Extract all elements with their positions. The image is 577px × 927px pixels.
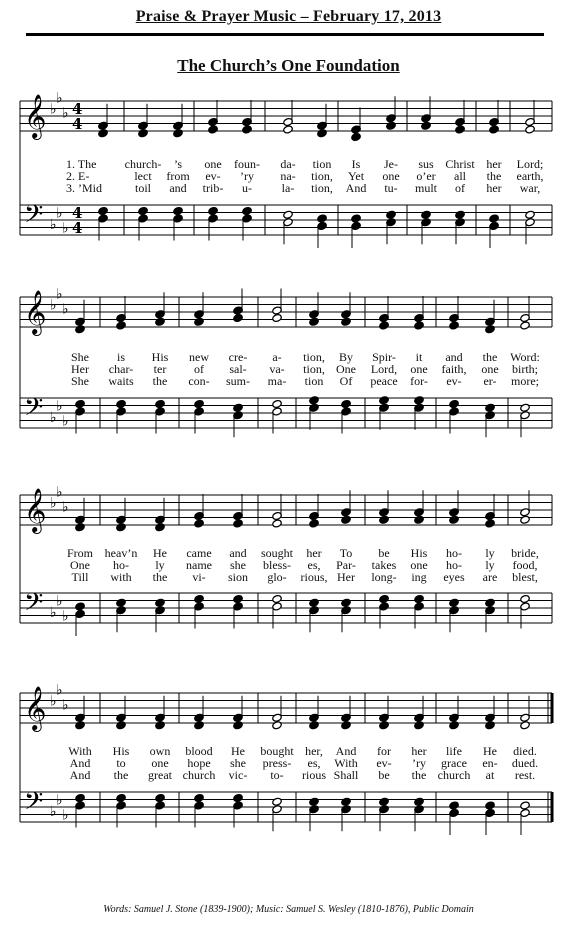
flat-icon: ♭ <box>62 807 69 824</box>
treble-note <box>75 721 85 730</box>
flat-icon: ♭ <box>50 297 57 314</box>
lyric-syllable: Par- <box>336 558 356 572</box>
lyric-syllable: ter <box>153 362 167 376</box>
treble-note <box>309 721 319 730</box>
bass-note <box>233 793 243 802</box>
lyric-syllable: One <box>70 558 90 572</box>
lyric-syllable: ho- <box>446 558 462 572</box>
flat-icon: ♭ <box>56 792 63 809</box>
lyric-syllable: are <box>482 570 498 584</box>
lyric-syllable: birth; <box>512 362 538 376</box>
lyric-syllable: o’er <box>416 169 436 183</box>
hymn-title: The Church’s One Foundation <box>177 56 400 75</box>
lyric-syllable: Je- <box>384 157 398 171</box>
lyric-syllable: sum- <box>226 374 250 388</box>
lyric-syllable: es, <box>307 558 321 572</box>
flat-icon: ♭ <box>56 90 63 107</box>
lyric-syllable: of <box>194 362 204 376</box>
lyric-syllable: va- <box>269 362 285 376</box>
lyric-syllable: dued. <box>511 756 539 770</box>
lyric-syllable: er- <box>483 374 497 388</box>
flat-icon: ♭ <box>50 216 57 233</box>
lyric-syllable: church <box>182 768 216 782</box>
lyric-syllable: war, <box>519 181 541 195</box>
lyric-syllable: of <box>455 181 465 195</box>
bass-note <box>194 793 204 802</box>
lyric-syllable: By <box>338 350 354 364</box>
flat-icon: ♭ <box>62 499 69 516</box>
lyric-syllable: ’ry <box>240 169 254 183</box>
lyric-syllable: at <box>485 768 495 782</box>
bass-note <box>272 797 282 806</box>
lyric-syllable: And <box>345 181 367 195</box>
lyric-syllable: es, <box>307 756 321 770</box>
lyric-syllable: tion, <box>311 181 333 195</box>
treble-clef-icon: 𝄞 <box>24 686 47 730</box>
flat-icon: ♭ <box>62 105 69 122</box>
lyric-syllable: takes <box>371 558 397 572</box>
flat-icon: ♭ <box>62 608 69 625</box>
lyric-syllable: one <box>481 362 499 376</box>
lyric-syllable: Word: <box>510 350 540 364</box>
lyric-syllable: great <box>148 768 172 782</box>
treble-note <box>233 721 243 730</box>
lyric-syllable: earth, <box>516 169 544 183</box>
lyric-syllable: one <box>382 169 400 183</box>
lyric-syllable: Her <box>71 362 89 376</box>
lyric-syllable: peace <box>370 374 398 388</box>
time-signature-digit: 4 <box>72 219 83 237</box>
flat-icon: ♭ <box>62 413 69 430</box>
flat-icon: ♭ <box>50 693 57 710</box>
lyric-syllable: her <box>486 157 502 171</box>
treble-note <box>272 721 282 730</box>
lyric-syllable: bless- <box>263 558 291 572</box>
lyric-syllable: da- <box>280 157 296 171</box>
lyric-syllable: the <box>486 169 502 183</box>
lyric-syllable: sus <box>418 157 434 171</box>
lyric-syllable: one <box>410 362 428 376</box>
lyric-syllable: ’s <box>173 157 183 171</box>
lyric-syllable: With <box>68 744 92 758</box>
bass-note <box>379 797 389 806</box>
lyric-syllable: to <box>116 756 126 770</box>
lyric-syllable: ho- <box>446 546 462 560</box>
lyric-syllable: tion, <box>311 169 333 183</box>
lyric-syllable: Christ <box>445 157 475 171</box>
lyric-syllable: And <box>69 756 91 770</box>
lyric-syllable: foun- <box>234 157 260 171</box>
lyric-syllable: Of <box>339 374 353 388</box>
time-signature-digit: 4 <box>72 204 83 222</box>
lyric-syllable: the <box>411 768 427 782</box>
bass-note <box>116 793 126 802</box>
lyric-syllable: tion <box>312 157 332 171</box>
lyric-syllable: life <box>446 744 462 758</box>
lyric-syllable: rious, <box>300 570 328 584</box>
lyric-syllable: cre- <box>228 350 248 364</box>
lyric-syllable: the <box>482 350 498 364</box>
bass-note <box>449 801 459 810</box>
bass-note <box>155 793 165 802</box>
lyric-syllable: one <box>151 756 169 770</box>
lyric-syllable: all <box>454 169 466 183</box>
treble-note <box>341 721 351 730</box>
lyric-syllable: for <box>377 744 391 758</box>
flat-icon: ♭ <box>56 205 63 222</box>
lyric-syllable: She <box>71 350 89 364</box>
flat-icon: ♭ <box>50 495 57 512</box>
lyric-syllable: He <box>231 744 245 758</box>
lyric-syllable: press- <box>262 756 292 770</box>
lyric-syllable: Lord; <box>516 157 544 171</box>
lyric-syllable: her, <box>305 744 323 758</box>
lyric-syllable: her <box>411 744 427 758</box>
lyric-syllable: mult <box>414 181 438 195</box>
lyric-syllable: food, <box>512 558 538 572</box>
time-signature-digit: 4 <box>72 115 83 133</box>
lyric-syllable: sought <box>260 546 294 560</box>
flat-icon: ♭ <box>50 101 57 118</box>
lyric-syllable: And <box>69 768 91 782</box>
lyric-syllable: tion, <box>303 350 325 364</box>
lyric-syllable: and <box>229 546 247 560</box>
flat-icon: ♭ <box>56 398 63 415</box>
lyric-syllable: Till <box>71 570 89 584</box>
lyric-syllable: name <box>186 558 212 572</box>
treble-clef-icon: 𝄞 <box>24 488 47 532</box>
lyric-syllable: eyes <box>443 570 465 584</box>
lyric-syllable: tu- <box>384 181 398 195</box>
time-signature-digit: 4 <box>72 100 83 118</box>
lyric-syllable: from <box>166 169 190 183</box>
lyric-line <box>0 769 577 782</box>
lyric-syllable: long- <box>371 570 397 584</box>
flat-icon: ♭ <box>56 682 63 699</box>
bass-note <box>414 797 424 806</box>
lyric-syllable: she <box>230 756 246 770</box>
treble-clef-icon: 𝄞 <box>24 94 47 138</box>
lyric-syllable: with <box>110 570 132 584</box>
lyric-syllable: en- <box>482 756 498 770</box>
bass-note <box>485 801 495 810</box>
lyric-syllable: own <box>149 744 171 758</box>
lyric-syllable: Her <box>337 570 355 584</box>
lyric-syllable: trib- <box>202 181 224 195</box>
lyric-syllable: more; <box>511 374 539 388</box>
lyric-syllable: hope <box>187 756 211 770</box>
bass-note <box>309 797 319 806</box>
lyric-syllable: u- <box>242 181 252 195</box>
lyric-syllable: ing <box>411 570 427 584</box>
lyric-syllable: for- <box>410 374 428 388</box>
lyric-syllable: From <box>66 546 94 560</box>
lyric-syllable: His <box>112 744 130 758</box>
lyric-syllable: one <box>204 157 222 171</box>
lyric-syllable: church <box>437 768 471 782</box>
lyric-syllable: faith, <box>441 362 467 376</box>
lyric-syllable: blood <box>185 744 213 758</box>
lyric-syllable: to- <box>270 768 284 782</box>
treble-note <box>520 721 530 730</box>
flat-icon: ♭ <box>62 697 69 714</box>
treble-note <box>414 721 424 730</box>
lyric-syllable: vic- <box>228 768 248 782</box>
lyric-syllable: And <box>335 744 357 758</box>
treble-note <box>116 721 126 730</box>
lyric-syllable: vi- <box>192 570 206 584</box>
lyric-syllable: ’ry <box>412 756 426 770</box>
lyric-syllable: ly <box>485 546 495 560</box>
credit-line: Words: Samuel J. Stone (1839-1900); Music: Samuel S. Wesley (1810-1876), Public Domain <box>103 904 474 915</box>
lyric-syllable: Yet <box>347 169 365 183</box>
lyric-syllable: toil <box>134 181 152 195</box>
bass-clef-icon: 𝄢 <box>24 393 44 428</box>
lyric-syllable: bought <box>260 744 294 758</box>
lyric-syllable: bride, <box>511 546 539 560</box>
lyric-syllable: her <box>486 181 502 195</box>
treble-clef-icon: 𝄞 <box>24 290 47 334</box>
lyric-syllable: His <box>151 350 169 364</box>
lyric-syllable: sal- <box>229 362 247 376</box>
flat-icon: ♭ <box>62 301 69 318</box>
lyric-syllable: the <box>152 570 168 584</box>
lyric-syllable: She <box>71 374 89 388</box>
lyric-syllable: be <box>378 546 390 560</box>
lyric-syllable: grace <box>441 756 467 770</box>
lyric-syllable: be <box>378 768 390 782</box>
lyric-syllable: died. <box>513 744 537 758</box>
lyric-syllable: ev- <box>376 756 392 770</box>
lyric-syllable: char- <box>108 362 134 376</box>
lyric-syllable: tion <box>304 374 324 388</box>
flat-icon: ♭ <box>50 409 57 426</box>
flat-icon: ♭ <box>56 484 63 501</box>
lyric-syllable: church- <box>124 157 162 171</box>
lyric-syllable: Spir- <box>372 350 396 364</box>
treble-note <box>194 721 204 730</box>
lyric-syllable: lect <box>134 169 152 183</box>
lyric-syllable: and <box>169 181 187 195</box>
lyric-syllable: He <box>153 546 167 560</box>
treble-note <box>485 721 495 730</box>
lyric-syllable: new <box>189 350 209 364</box>
lyric-syllable: ma- <box>267 374 287 388</box>
lyric-syllable: blest, <box>512 570 538 584</box>
lyric-syllable: 1. The <box>66 157 97 171</box>
lyric-syllable: Shall <box>333 768 359 782</box>
bulletin-header: Praise & Prayer Music – February 17, 2013 <box>135 8 442 25</box>
lyric-syllable: it <box>415 350 423 364</box>
treble-note <box>155 721 165 730</box>
flat-icon: ♭ <box>50 604 57 621</box>
lyric-syllable: Is <box>351 157 361 171</box>
lyric-syllable: is <box>116 350 126 364</box>
lyric-syllable: the <box>152 374 168 388</box>
lyric-syllable: tion, <box>303 362 325 376</box>
flat-icon: ♭ <box>62 220 69 237</box>
lyric-syllable: One <box>336 362 356 376</box>
bass-note <box>341 797 351 806</box>
bass-note <box>75 793 85 802</box>
lyric-syllable: ly <box>485 558 495 572</box>
lyric-syllable: ly <box>155 558 165 572</box>
bass-clef-icon: 𝄢 <box>24 787 44 822</box>
lyric-syllable: To <box>339 546 353 560</box>
flat-icon: ♭ <box>56 286 63 303</box>
treble-note <box>379 721 389 730</box>
lyric-syllable: con- <box>188 374 210 388</box>
lyric-syllable: the <box>113 768 129 782</box>
lyric-syllable: glo- <box>267 570 287 584</box>
lyric-syllable: ev- <box>205 169 221 183</box>
lyric-syllable: He <box>483 744 497 758</box>
lyric-syllable: 2. E- <box>66 169 90 183</box>
lyric-syllable: one <box>410 558 428 572</box>
bass-clef-icon: 𝄢 <box>24 588 44 623</box>
lyric-syllable: His <box>410 546 428 560</box>
lyric-syllable: rious <box>302 768 326 782</box>
bass-note <box>520 801 530 810</box>
lyric-syllable: ho- <box>113 558 129 572</box>
lyric-syllable: rest. <box>514 768 536 782</box>
lyric-syllable: her <box>306 546 322 560</box>
flat-icon: ♭ <box>50 803 57 820</box>
flat-icon: ♭ <box>56 593 63 610</box>
lyric-syllable: With <box>334 756 358 770</box>
lyric-syllable: sion <box>227 570 249 584</box>
lyric-syllable: she <box>230 558 246 572</box>
lyric-syllable: and <box>445 350 463 364</box>
treble-note <box>449 721 459 730</box>
lyric-syllable: 3. ’Mid <box>66 181 102 195</box>
lyric-syllable: heav’n <box>104 546 138 560</box>
lyric-syllable: a- <box>272 350 282 364</box>
lyric-syllable: na- <box>280 169 296 183</box>
bass-clef-icon: 𝄢 <box>24 200 44 235</box>
lyric-syllable: Lord, <box>370 362 398 376</box>
lyric-syllable: waits <box>108 374 134 388</box>
lyric-syllable: ev- <box>446 374 462 388</box>
lyric-syllable: came <box>186 546 212 560</box>
lyric-syllable: la- <box>281 181 295 195</box>
